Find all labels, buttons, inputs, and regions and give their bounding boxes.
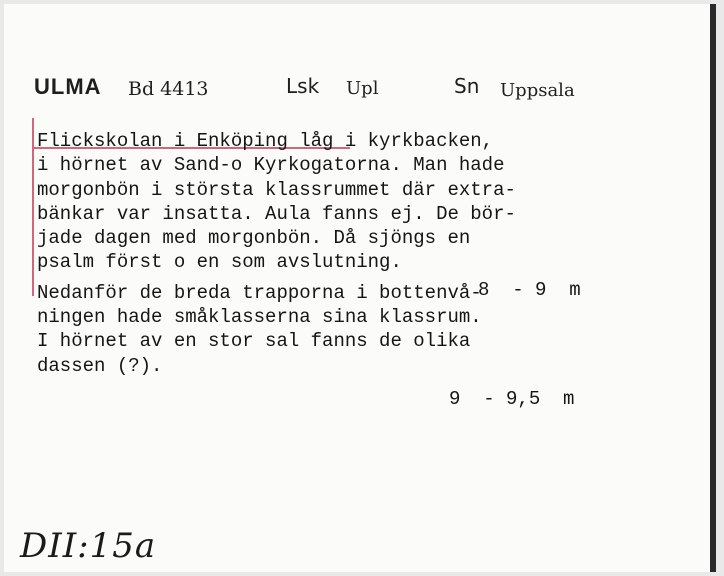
parish-label: Sn bbox=[454, 74, 480, 98]
text-line: bänkar var insatta. Aula fanns ej. De bör- bbox=[37, 202, 516, 225]
measurement-1: 8 - 9 m bbox=[478, 279, 581, 301]
text-line: psalm först o en som avslutning. bbox=[37, 251, 402, 274]
text-line: i hörnet av Sand-o Kyrkogatorna. Man hade bbox=[37, 154, 505, 177]
red-margin-line-vertical bbox=[32, 118, 34, 296]
archive-card bbox=[4, 4, 716, 572]
text-line: I hörnet av en stor sal fanns de olika bbox=[37, 330, 471, 353]
text-line: Flickskolan i Enköping låg i kyrkbacken, bbox=[37, 130, 494, 152]
text-line: dassen (?). bbox=[37, 354, 163, 377]
province-label: Lsk bbox=[286, 74, 320, 98]
province-value: Upl bbox=[346, 78, 379, 99]
text-line: jade dagen med morgonbön. Då sjöngs en bbox=[37, 227, 471, 250]
text-line: morgonbön i största klassrummet där extra- bbox=[37, 178, 516, 201]
parish-value: Uppsala bbox=[500, 80, 575, 101]
volume-number: Bd 4413 bbox=[128, 78, 209, 100]
card-header bbox=[34, 74, 674, 104]
typed-notes bbox=[37, 129, 657, 378]
text-line: ningen hade småklasserna sina klassrum. bbox=[37, 306, 482, 329]
measurement-2: 9 - 9,5 m bbox=[449, 388, 575, 410]
archive-label: ULMA bbox=[34, 74, 102, 99]
handwritten-signum: DII:15a bbox=[20, 526, 157, 566]
text-line: Nedanför de breda trapporna i bottenvå- bbox=[37, 281, 482, 304]
